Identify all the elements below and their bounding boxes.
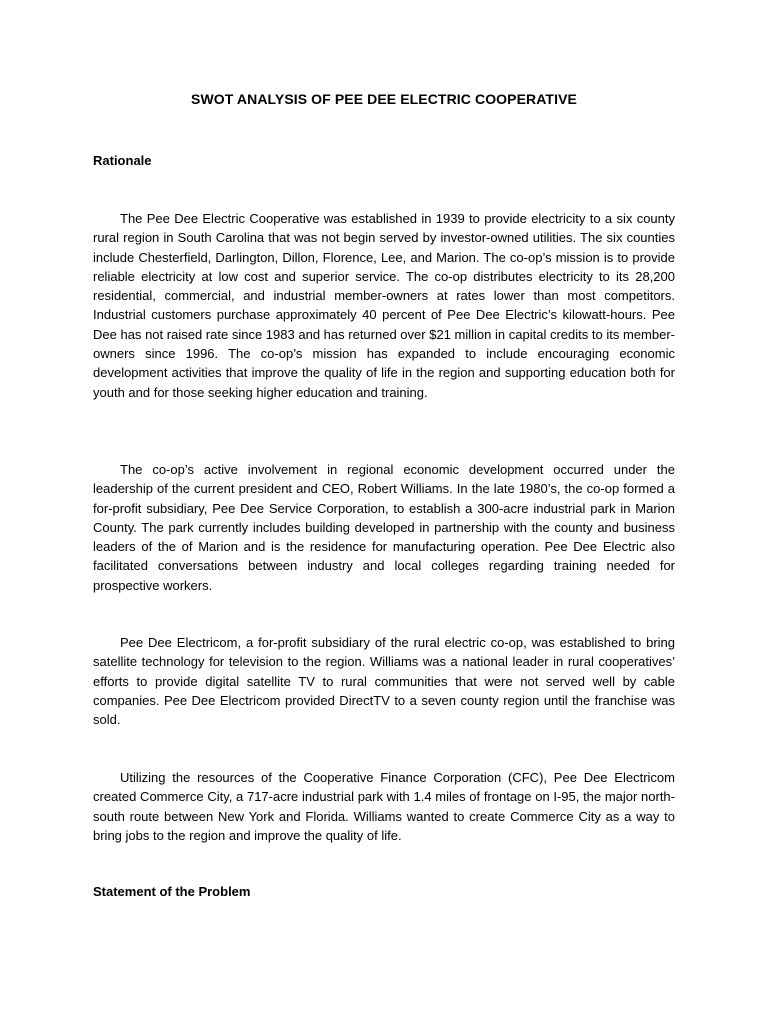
paragraph-commerce-city: Utilizing the resources of the Cooperative Finance Corporation (CFC), Pee Dee Electricom created Commerce City, a 717-acre industrial park with 1.4 miles of frontage on I-95, the major north-south route between New York and Florida. Williams wanted to create Commerce City as a way to bring jobs to the region and improve the quality of life. — [93, 770, 675, 843]
paragraph-history: The Pee Dee Electric Cooperative was established in 1939 to provide electricity to a six county rural region in South Carolina that was not begin served by investor-owned utilities. The six counties include Chesterfield, Darlington, Dillon, Florence, Lee, and Marion. The co-op’s mission is to provide reliable electricity at low cost and superior service. The co-op distributes electricity to its 28,200 residential, commercial, and industrial member-owners at rates lower than most competitors. Industrial customers purchase approximately 40 percent of Pee Dee Electric’s kilowatt-hours. Pee Dee has not raised rate since 1983 and has returned over $21 million in capital credits to its member-owners since 1996. The co-op’s mission has expanded to include encouraging economic development activities that improve the quality of life in the region and supporting education both for youth and for those seeking higher education and training. — [93, 211, 675, 400]
section-heading-problem: Statement of the Problem — [93, 884, 251, 899]
document-title: SWOT ANALYSIS OF PEE DEE ELECTRIC COOPERATIVE — [191, 91, 577, 107]
section-heading-rationale: Rationale — [93, 153, 152, 168]
paragraph-electricom: Pee Dee Electricom, a for-profit subsidiary of the rural electric co-op, was established to bring satellite technology for television to the region. Williams was a national leader in rural cooperatives’ efforts to provide digital satellite TV to rural communities that were not served well by cable companies. Pee Dee Electricom provided DirectTV to a seven county region until the franchise was sold. — [93, 635, 675, 728]
paragraph-economic-development: The co-op’s active involvement in regional economic development occurred under the leadership of the current president and CEO, Robert Williams. In the late 1980’s, the co-op formed a for-profit subsidiary, Pee Dee Service Corporation, to establish a 300-acre industrial park in Marion County. The park currently includes building developed in partnership with the county and business leaders of the of Marion and is the residence for manufacturing operation. Pee Dee Electric also facilitated conversations between industry and local colleges regarding training needed for prospective workers. — [93, 462, 675, 593]
